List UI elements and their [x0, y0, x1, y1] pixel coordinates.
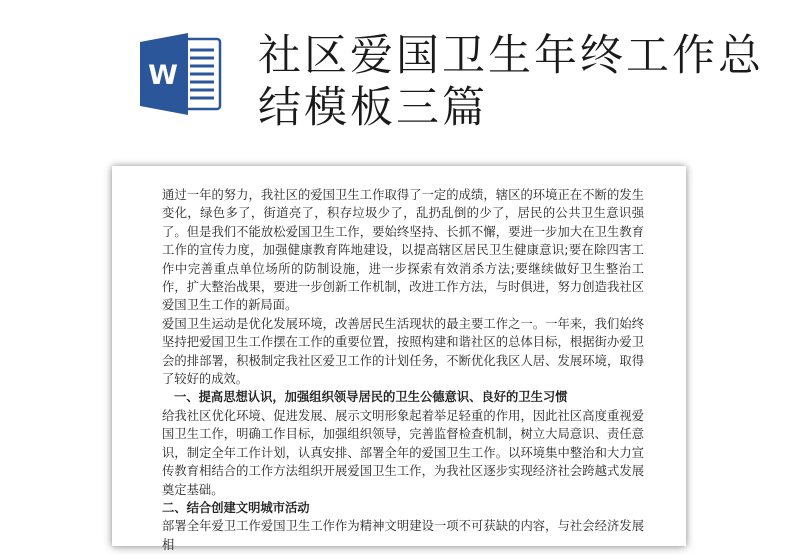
section-heading: 一、提高思想认识，加强组织领导居民的卫生公德意识、良好的卫生习惯 [174, 390, 568, 405]
page-title: 社区爱国卫生年终工作总结模板三篇 [258, 31, 764, 133]
document-body [162, 186, 644, 554]
body-paragraph: 爱国卫生运动是优化发展环境，改善居民生活现状的最主要工作之一。一年来，我们始终坚持把爱国卫生工作摆在工作的重要位置，按照构建和谐社区的总体目标，根据街办爱卫会的排部署，积极制定我社区爱卫工作的计划任务，不断优化我区人居、发展环境，取得了较好的成效。 [162, 316, 644, 387]
document-page [112, 166, 686, 552]
word-icon-letter: W [148, 60, 178, 91]
section-heading: 二、结合创建文明城市活动 [162, 500, 310, 515]
body-paragraph: 通过一年的努力，我社区的爱国卫生工作取得了一定的成绩，辖区的环境正在不断的发生变化，绿色多了，街道亮了，积存垃圾少了，乱扔乱倒的少了，居民的公共卫生意识强了。但是我们不能放松爱国卫生工作，要始终坚持、长抓不懈，要进一步加大在卫生教育工作的宣传力度，加强健康教育阵地建设，以提高辖区居民卫生健康意识;要在除四害工作中完善重点单位场所的防制设施，进一步探索有效消杀方法;要继续做好卫生整治工作，扩大整治战果，要进一步创新工作机制，改进工作方法，与时俱进，努力创造我社区爱国卫生工作的新局面。 [162, 188, 644, 313]
body-paragraph: 给我社区优化环境、促进发展、展示文明形象起着举足轻重的作用，因此社区高度重视爱国卫生工作，明确工作目标，加强组织领导，完善监督检查机制，树立大局意识、责任意识，制定全年工作计划，认真安排、部署全年的爱国卫生工作。以环境集中整治和大力宣传教育相结合的工作方法组织开展爱国卫生工作，为我社区逐步实现经济社会跨越式发展奠定基础。 [162, 408, 644, 497]
word-document-icon [138, 30, 222, 118]
body-paragraph: 部署全年爱卫工作爱国卫生工作作为精神文明建设一项不可获缺的内容，与社会经济发展相 [162, 519, 644, 552]
